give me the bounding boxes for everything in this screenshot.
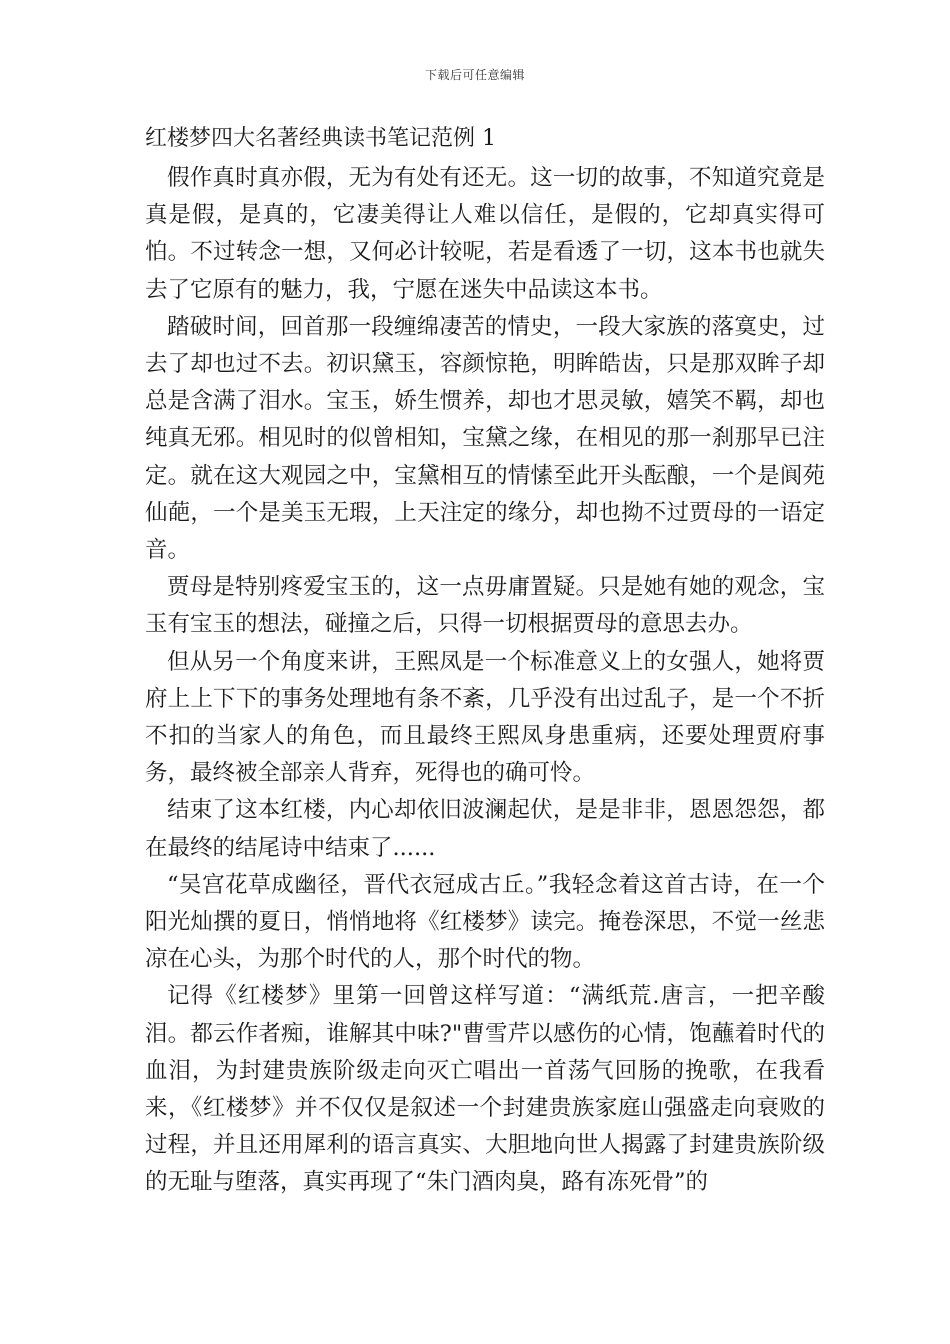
paragraph-4: 但从另一个角度来讲，王熙凤是一个标准意义上的女强人，她将贾府上上下下的事务处理地有条不紊，几乎没有出过乱子，是一个不折不扣的当家人的角色，而且最终王熙凤身患重病，还要处理贾府事务，最终被全部亲人背弃，死得也的确可怜。 bbox=[145, 648, 825, 787]
paragraph-7: 记得《红楼梦》里第一回曾这样写道：“满纸荒.唐言，一把辛酸泪。都云作者痴，谁解其中味?"曹雪芹以感伤的心情，饱蘸着时代的血泪，为封建贵族阶级走向灭亡唱出一首荡气回肠的挽歌，在我看来，《红楼梦》并不仅仅是叙述一个封建贵族家庭山强盛走向衰败的过程，并且还用犀利的语言真实、大胆地向世人揭露了封建贵族阶级的无耻与堕落，真实再现了“朱门酒肉臭，路有冻死骨”的 bbox=[145, 983, 825, 1196]
paragraph-2: 踏破时间，回首那一段缠绵凄苦的情史，一段大家族的落寞史，过去了却也过不去。初识黛玉，容颜惊艳，明眸皓齿，只是那双眸子却总是含满了泪水。宝玉，娇生惯养，却也才思灵敏，嬉笑不羁，却也纯真无邪。相见时的似曾相知，宝黛之缘，在相见的那一刹那早已注定。就在这大观园之中，宝黛相互的情愫至此开头酝酿，一个是阆苑仙葩，一个是美玉无瑕，上天注定的缘分，却也拗不过贾母的一语定音。 bbox=[145, 313, 825, 564]
document-title: 红楼梦四大名著经典读书笔记范例 1 bbox=[145, 126, 496, 151]
paragraph-5: 结束了这本红楼，内心却依旧波澜起伏，是是非非，恩恩怨怨，都在最终的结尾诗中结束了...... bbox=[145, 797, 825, 861]
header-note: 下载后可任意编辑 bbox=[424, 68, 525, 82]
paragraph-1: 假作真时真亦假，无为有处有还无。这一切的故事，不知道究竟是真是假，是真的，它凄美得让人难以信任，是假的，它却真实得可怕。不过转念一想，又何必计较呢，若是看透了一切，这本书也就失去了它原有的魅力，我，宁愿在迷失中品读这本书。 bbox=[145, 165, 825, 303]
paragraph-3: 贾母是特别疼爱宝玉的，这一点毋庸置疑。只是她有她的观念，宝玉有宝玉的想法，碰撞之后，只得一切根据贾母的意思去办。 bbox=[145, 574, 825, 638]
document-body bbox=[145, 124, 825, 1202]
paragraph-6: “吴宫花草成幽径，晋代衣冠成古丘。”我轻念着这首古诗，在一个阳光灿撰的夏日，悄悄地将《红楼梦》读完。掩卷深思，不觉一丝悲凉在心头，为那个时代的人，那个时代的物。 bbox=[145, 871, 825, 973]
